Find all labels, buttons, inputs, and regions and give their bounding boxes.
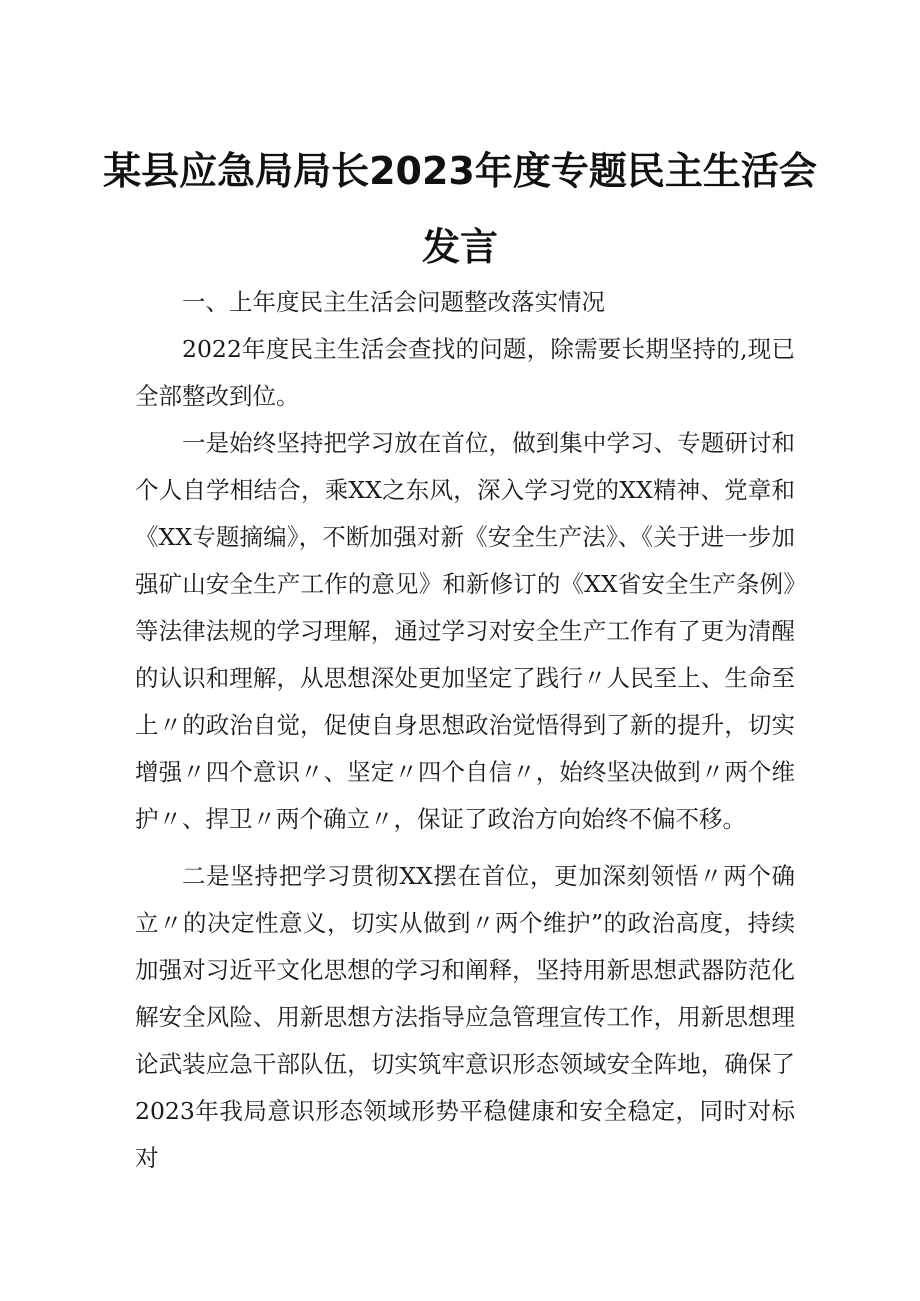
document-body-part-3 [135,853,795,1182]
document-title-line-2: 发言 [421,225,498,269]
document-title-line-1: 某县应急局局长2023年度专题民主生活会 [103,149,817,193]
paragraph-point-two: 二是坚持把学习贯彻XX摆在首位，更加深刻领悟〃两个确立〃的决定性意义，切实从做到〃两个维护”的政治高度，持续加强对习近平文化思想的学习和阐释，坚持用新思想武器防范化解安全风险、用新思想方法指导应急管理宣传工作，用新思想理论武装应急干部队伍，切实筑牢意识形态领域安全阵地，确保了2023年我局意识形态领域形势平稳健康和安全稳定，同时对标对 [135,862,795,1172]
paragraph-rectification-summary: 2022年度民主生活会查找的问题，除需要长期坚持的,现已全部整改到位。 [135,335,795,410]
document-body [135,279,795,420]
document-body-part-2 [135,420,795,843]
section-heading: 一、上年度民主生活会问题整改落实情况 [182,288,605,316]
paragraph-point-one: 一是始终坚持把学习放在首位，做到集中学习、专题研讨和个人自学相结合，乘XX之东风，深入学习党的XX精神、党章和《XX专题摘编》，不断加强对新《安全生产法》、《关于进一步加强矿山安全生产工作的意见》和新修订的《XX省安全生产条例》等法律法规的学习理解，通过学习对安全生产工作有了更为清醒的认识和理解，从思想深处更加坚定了践行〃人民至上、生命至上〃的政治自觉，促使自身思想政治觉悟得到了新的提升，切实增强〃四个意识〃、坚定〃四个自信〃，始终坚决做到〃两个维护〃、捍卫〃两个确立〃，保证了政治方向始终不偏不移。 [135,429,795,833]
